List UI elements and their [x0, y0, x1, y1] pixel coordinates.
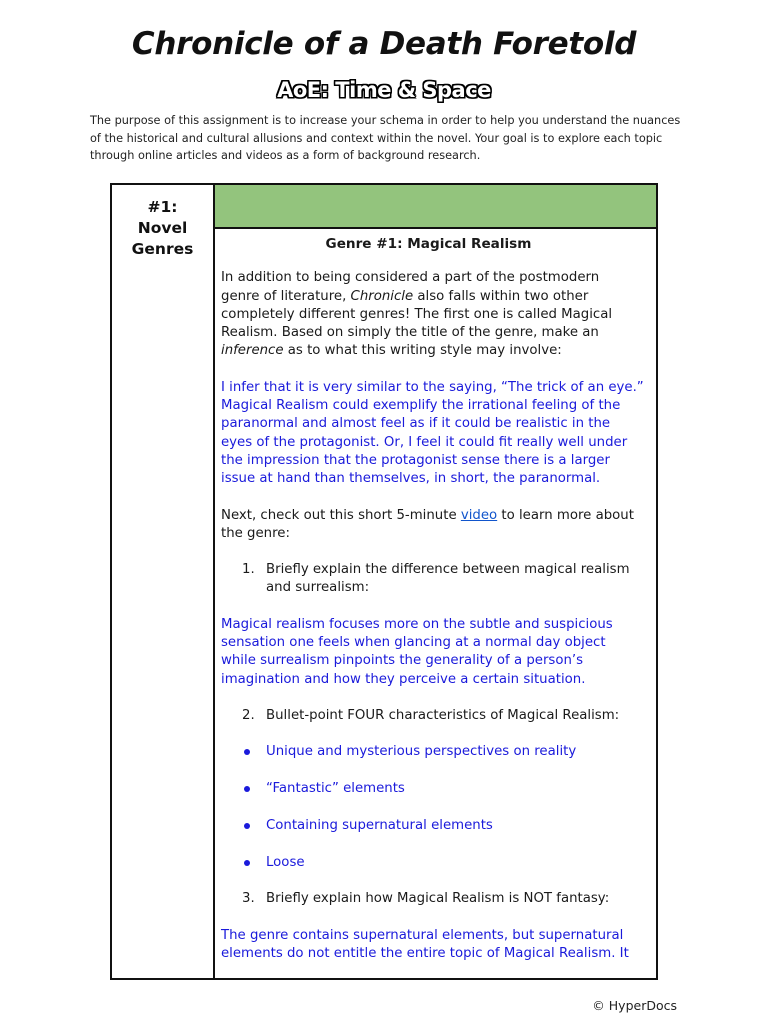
intro-paragraph — [90, 112, 690, 165]
characteristic-item — [221, 854, 646, 872]
question-3 — [221, 890, 646, 908]
answer-line: imagination and how they perceive a certain situation. — [221, 671, 586, 687]
genre-heading: Genre #1: Magical Realism — [325, 236, 532, 252]
section-label-line: Genres — [131, 240, 194, 258]
question-text: Bullet-point FOUR characteristics of Magical Realism: — [266, 707, 620, 723]
answer-line: Magical realism focuses more on the subtle and suspicious — [221, 616, 613, 632]
prompt-line: Realism. Based on simply the title of the genre, make an — [221, 325, 599, 341]
answer-fantasy — [221, 927, 646, 964]
question-text: Briefly explain the difference between magical realism — [266, 562, 630, 578]
answer-inference — [221, 379, 646, 489]
prompt-italic: Chronicle — [350, 288, 414, 304]
page-subtitle: AoE: Time & Space — [277, 78, 491, 102]
bullet-dot-icon — [244, 823, 250, 829]
answer-line: paranormal and almost feel as if it could be realistic in the — [221, 416, 611, 432]
prompt-paragraph — [221, 269, 646, 360]
question-1 — [221, 561, 646, 598]
section-label-line: Novel — [137, 219, 188, 237]
question-number: 3. — [242, 891, 255, 907]
question-2 — [221, 707, 646, 725]
prompt-text: also falls within two other — [413, 288, 589, 304]
prompt-line — [221, 342, 646, 360]
prompt-italic: inference — [221, 343, 284, 359]
video-line: the genre: — [221, 525, 290, 541]
answer-line: Magical Realism could exemplify the irrational feeling of the — [221, 398, 621, 414]
section-content — [221, 235, 646, 963]
video-text: Next, check out this short 5-minute — [221, 507, 461, 523]
prompt-line: completely different genres! The first one is called Magical — [221, 306, 613, 322]
video-link[interactable]: video — [460, 507, 498, 523]
answer-line: issue at hand than themselves, in short, the paranormal. — [221, 471, 601, 487]
answer-line: eyes of the protagonist. Or, I feel it could fit really well under — [221, 434, 628, 450]
characteristic-text: Containing supernatural elements — [266, 817, 493, 833]
answer-line: The genre contains supernatural elements, but supernatural — [221, 927, 624, 943]
video-line — [221, 507, 646, 525]
characteristic-text: “Fantastic” elements — [266, 781, 405, 797]
intro-line: through online articles and videos as a form of background research. — [90, 149, 481, 162]
characteristic-text: Loose — [266, 854, 305, 870]
characteristic-item — [221, 743, 646, 761]
section-label-line: #1: — [147, 198, 178, 216]
bullet-dot-icon — [244, 786, 250, 792]
prompt-line: In addition to being considered a part of the postmodern — [221, 270, 600, 286]
bullet-dot-icon — [244, 860, 250, 866]
section-label — [112, 185, 213, 260]
question-number: 1. — [242, 562, 255, 578]
answer-difference — [221, 616, 646, 689]
question-text: and surrealism: — [266, 580, 370, 596]
answer-line: while surrealism pinpoints the generality of a person’s — [221, 653, 584, 669]
video-text: to learn more about — [497, 507, 634, 523]
prompt-text: genre of literature, — [221, 288, 351, 304]
section-label-cell — [112, 185, 215, 978]
answer-line: I infer that it is very similar to the saying, “The trick of an eye.” — [221, 379, 644, 395]
answer-line: sensation one feels when glancing at a normal day object — [221, 635, 606, 651]
section-header-bar — [215, 185, 656, 229]
characteristic-text: Unique and mysterious perspectives on reality — [266, 744, 577, 760]
video-paragraph — [221, 507, 646, 544]
question-number: 2. — [242, 707, 255, 723]
copyright-footer: © HyperDocs — [592, 998, 677, 1013]
bullet-dot-icon — [244, 749, 250, 755]
question-text: Briefly explain how Magical Realism is NOT fantasy: — [266, 891, 610, 907]
intro-line: The purpose of this assignment is to increase your schema in order to help you understand the nuances — [90, 114, 681, 127]
answer-line: elements do not entitle the entire topic of Magical Realism. It — [221, 946, 629, 962]
characteristic-item — [221, 817, 646, 835]
prompt-line — [221, 288, 646, 306]
characteristic-item — [221, 780, 646, 798]
answer-line: the impression that the protagonist sense there is a larger — [221, 452, 610, 468]
intro-line: of the historical and cultural allusions and context within the novel. Your goal is to explore each topic — [90, 131, 663, 145]
page-title: Chronicle of a Death Foretold — [131, 26, 637, 62]
prompt-text: as to what this writing style may involve: — [283, 343, 562, 359]
